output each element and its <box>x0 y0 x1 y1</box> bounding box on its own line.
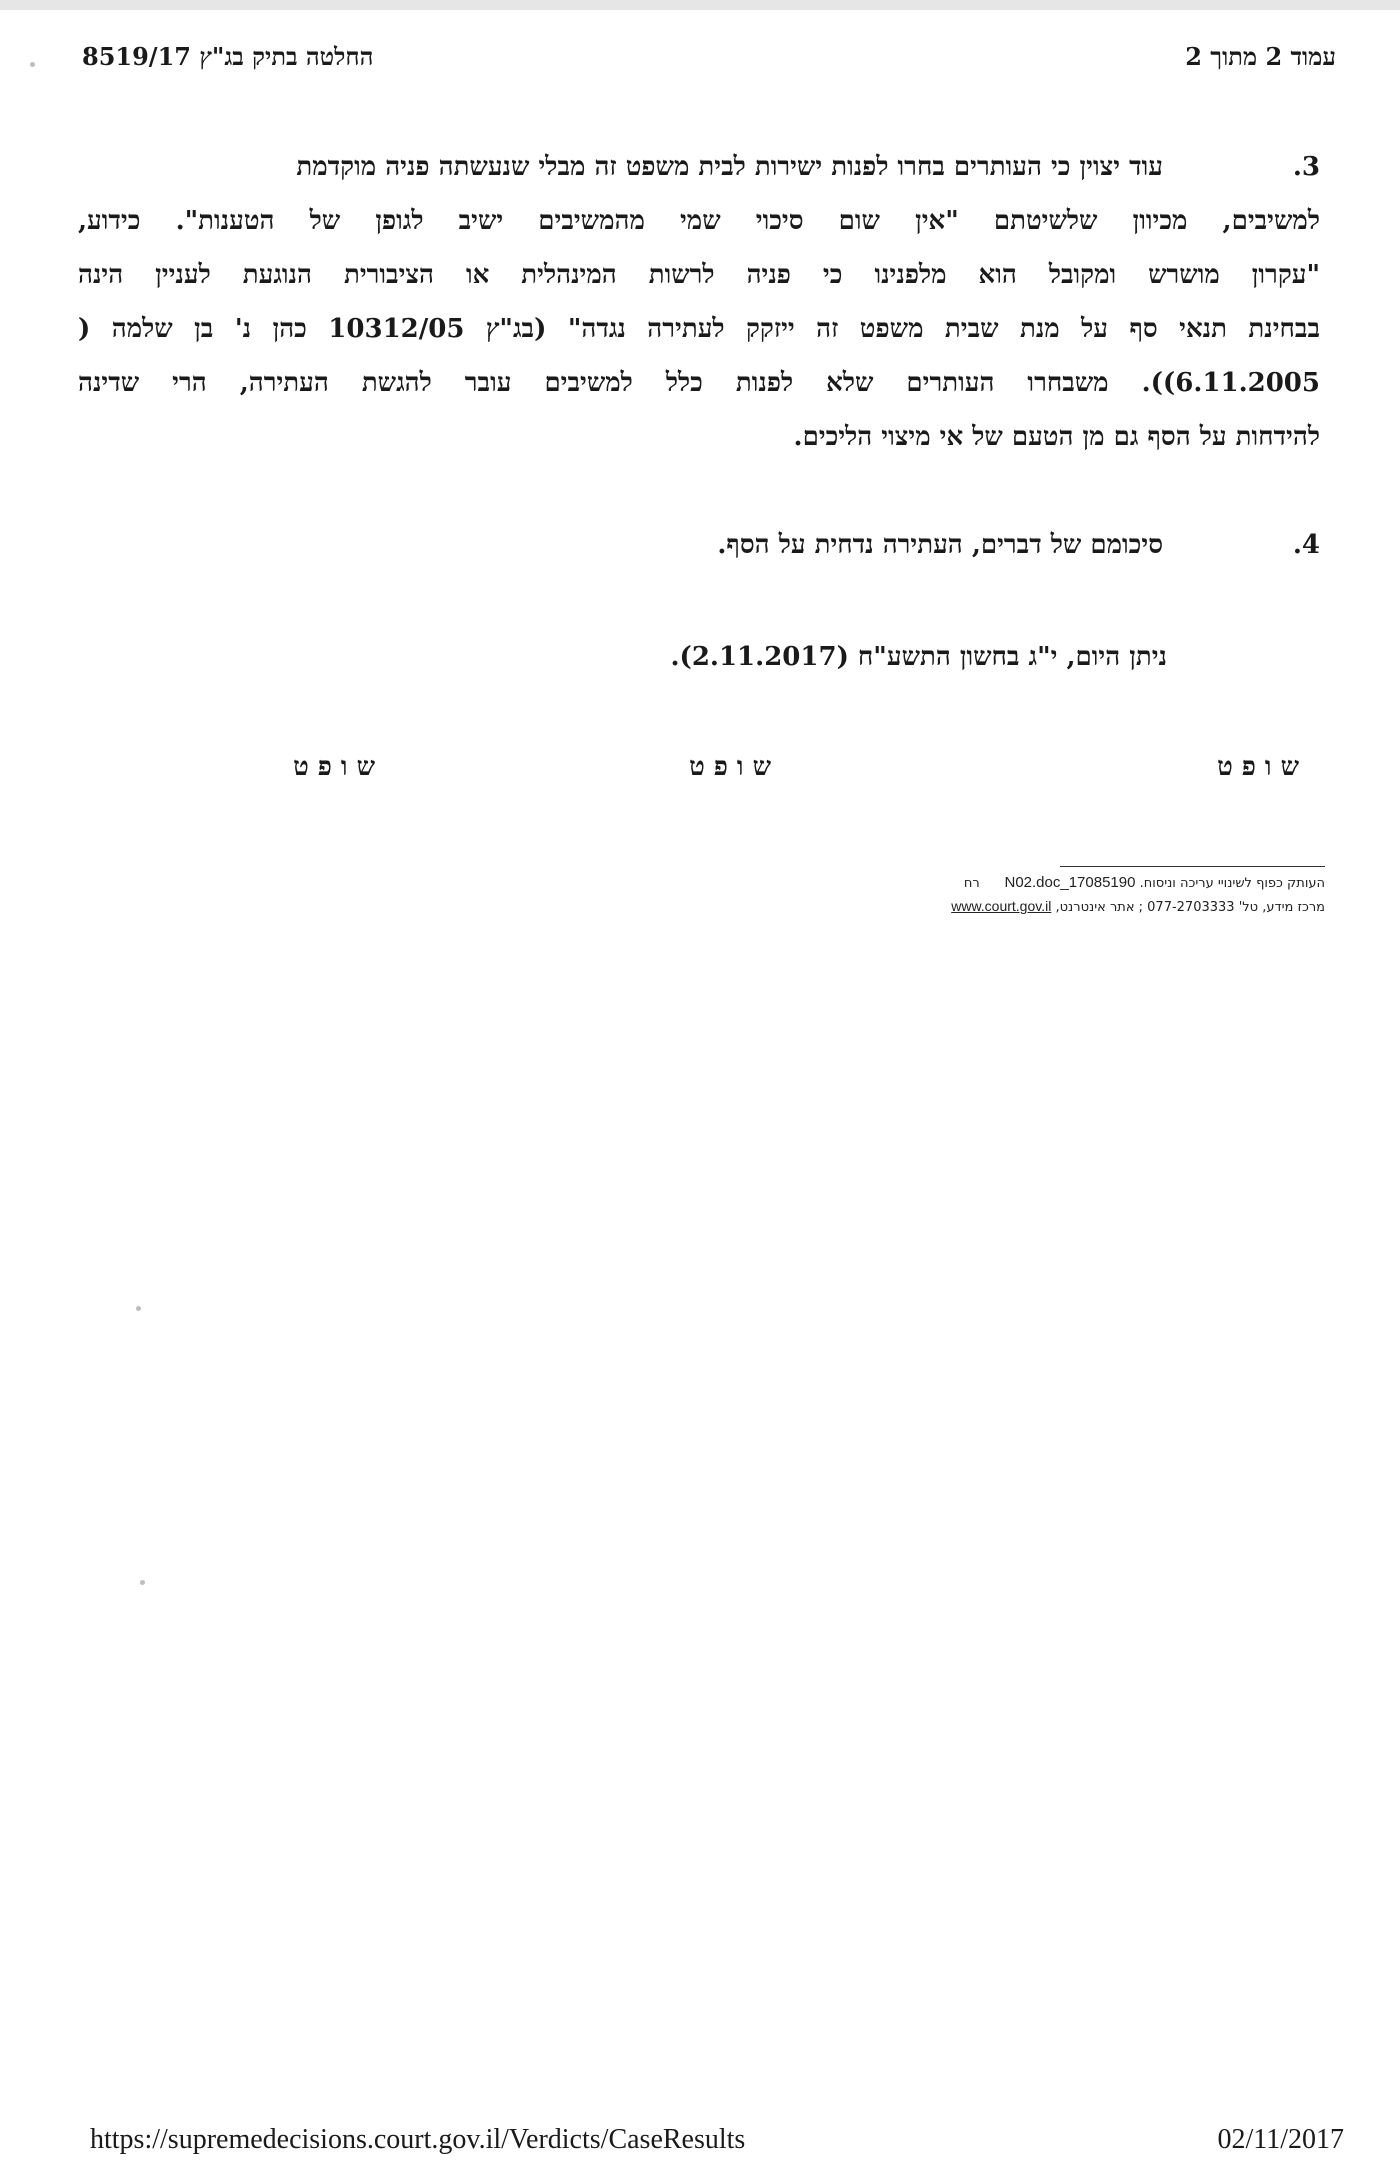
info-center: מרכז מידע, טל' 077-2703333 ; אתר אינטרנט, <box>1055 900 1325 915</box>
paragraph-3 <box>78 152 1320 492</box>
footnote-line-1 <box>964 874 1325 891</box>
case-label: החלטה בתיק בג"ץ 8519/17 <box>82 42 374 71</box>
paragraph-number: 4. <box>1292 530 1320 560</box>
scan-speck <box>140 1580 145 1585</box>
page-number-label: עמוד 2 מתוך 2 <box>1185 42 1336 71</box>
page-url: https://supremedecisions.court.gov.il/Verdicts/CaseResults <box>90 2124 746 2155</box>
paragraph-4 <box>78 530 1320 570</box>
paragraph-line: עוד יצוין כי העותרים בחרו לפנות ישירות לבית משפט זה מבלי שנעשתה פניה מוקדמת <box>296 152 1163 182</box>
paragraph-line: 6.11.2005)). משבחרו העותרים שלא לפנות כלל למשיבים עובר להגשת העתירה, הרי שדינה <box>78 368 1320 398</box>
judge-signature: שופט <box>1217 752 1308 782</box>
paragraph-line: סיכומם של דברים, העתירה נדחית על הסף. <box>717 530 1163 560</box>
judge-signature: שופט <box>293 752 384 782</box>
paragraph-line: בבחינת תנאי סף על מנת שבית משפט זה ייזקק לעתירה נגדה" (בג"ץ 10312/05 כהן נ' בן שלמה ( <box>78 314 1320 344</box>
scan-speck <box>30 62 35 67</box>
footnote-line-2 <box>951 898 1325 915</box>
court-website-link[interactable]: www.court.gov.il <box>951 898 1052 914</box>
footnote-notice: העותק כפוף לשינויי עריכה וניסוח. <box>1139 876 1325 891</box>
judge-signature: שופט <box>689 752 780 782</box>
paragraph-line: להידחות על הסף גם מן הטעם של אי מיצוי הליכים. <box>793 422 1320 452</box>
top-edge-bar <box>0 0 1400 10</box>
scan-speck <box>136 1306 141 1311</box>
paragraph-line: למשיבים, מכיוון שלשיטתם "אין שום סיכוי שמי מהמשיבים ישיב לגופן של הטענות". כידוע, <box>78 206 1320 236</box>
given-date: ניתן היום, י"ג בחשון התשע"ח (2.11.2017). <box>670 642 1167 672</box>
footnote-suffix: רח <box>963 876 980 891</box>
document-id: 17085190_N02.doc <box>1004 874 1136 891</box>
print-date: 02/11/2017 <box>1217 2124 1344 2155</box>
footnote-divider <box>1060 866 1325 867</box>
paragraph-number: 3. <box>1292 152 1320 182</box>
paragraph-line: "עקרון מושרש ומקובל הוא מלפנינו כי פניה לרשות המינהלית או הציבורית הנוגעת לעניין הינה <box>78 260 1320 290</box>
